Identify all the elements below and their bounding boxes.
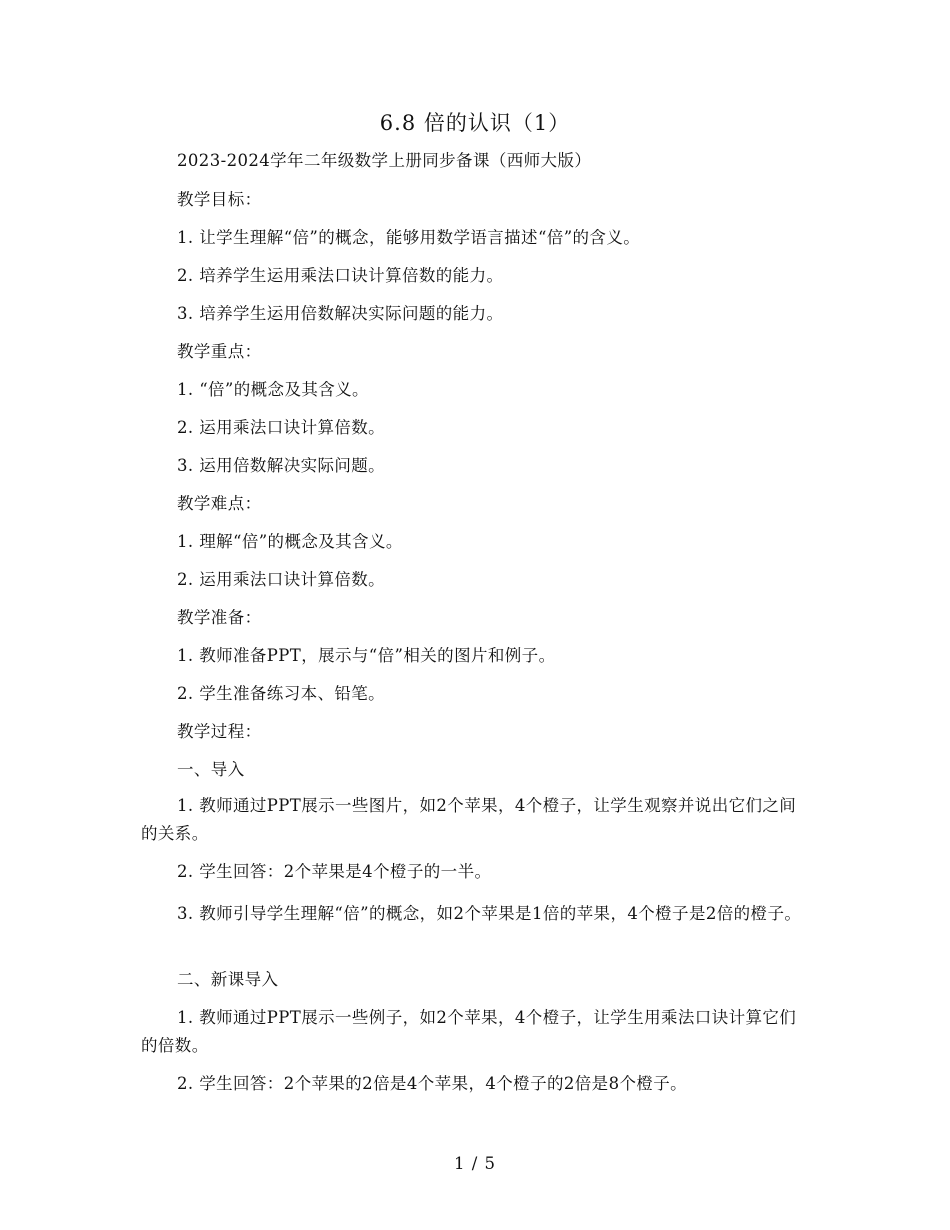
section1-item-3: 3. 教师引导学生理解“倍”的概念，如2个苹果是1倍的苹果，4个橙子是2倍的橙子。 [177, 904, 802, 923]
objective-item-2: 2. 培养学生运用乘法口诀计算倍数的能力。 [177, 266, 504, 285]
key-points-heading: 教学重点： [177, 342, 262, 361]
objective-item-1: 1. 让学生理解“倍”的概念，能够用数学语言描述“倍”的含义。 [177, 228, 641, 247]
page-indicator: 1 / 5 [453, 1154, 497, 1173]
section2-item-2: 2. 学生回答：2个苹果的2倍是4个苹果，4个橙子的2倍是8个橙子。 [177, 1074, 688, 1093]
key-point-item-2: 2. 运用乘法口诀计算倍数。 [177, 418, 386, 437]
key-point-item-1: 1. “倍”的概念及其含义。 [177, 380, 369, 399]
document-title: 6.8 倍的认识（1） [379, 111, 571, 135]
document-subtitle: 2023-2024学年二年级数学上册同步备课（西师大版） [177, 151, 592, 170]
key-point-item-3: 3. 运用倍数解决实际问题。 [177, 456, 386, 475]
difficulty-item-1: 1. 理解“倍”的概念及其含义。 [177, 532, 403, 551]
preparation-item-1: 1. 教师准备PPT，展示与“倍”相关的图片和例子。 [177, 646, 556, 665]
preparation-item-2: 2. 学生准备练习本、铅笔。 [177, 684, 386, 703]
preparation-heading: 教学准备： [177, 608, 262, 627]
section2-item-1: 1. 教师通过PPT展示一些例子，如2个苹果，4个橙子，让学生用乘法口诀计算它们的倍数。 [141, 1008, 797, 1055]
difficulties-heading: 教学难点： [177, 494, 262, 513]
section1-item-2: 2. 学生回答：2个苹果是4个橙子的一半。 [177, 862, 492, 881]
objectives-heading: 教学目标： [177, 190, 262, 209]
difficulty-item-2: 2. 运用乘法口诀计算倍数。 [177, 570, 386, 589]
section1-item-1: 1. 教师通过PPT展示一些图片，如2个苹果，4个橙子，让学生观察并说出它们之间的关系。 [141, 796, 797, 843]
section2-heading: 二、新课导入 [177, 970, 279, 989]
section1-heading: 一、导入 [177, 760, 245, 779]
process-heading: 教学过程： [177, 722, 262, 741]
objective-item-3: 3. 培养学生运用倍数解决实际问题的能力。 [177, 304, 504, 323]
